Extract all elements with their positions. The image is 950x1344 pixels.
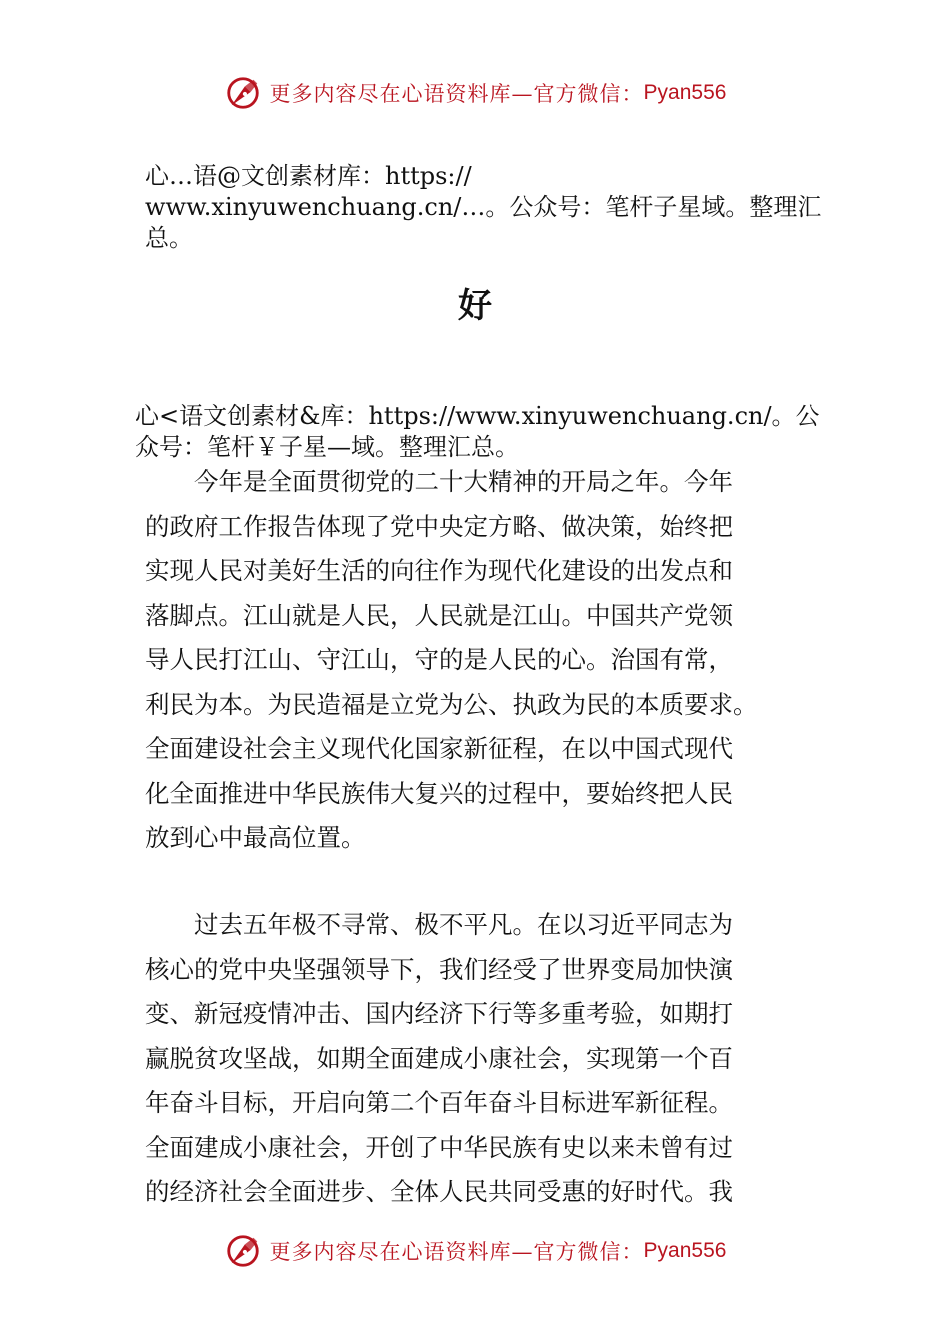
pen-nib-logo-icon [224, 1232, 262, 1270]
pen-nib-logo-icon [224, 74, 262, 112]
footer-banner-text: 更多内容尽在心语资料库—官方微信： [269, 1240, 644, 1264]
paragraph-line: 变、新冠疫情冲击、国内经济下行等多重考验，如期打 [145, 999, 733, 1028]
source-note-line: www.xinyuwenchuang.cn/…。公众号：笔杆子星域。整理汇 [145, 193, 822, 221]
paragraph-line: 赢脱贫攻坚战，如期全面建成小康社会，实现第一个百 [145, 1043, 733, 1073]
header-banner [0, 70, 950, 116]
source-note-body [135, 401, 847, 463]
paragraph-line: 导人民打江山、守江山，守的是人民的心。治国有常， [145, 645, 733, 674]
source-note-top [145, 161, 850, 254]
paragraph-line: 利民为本。为民造福是立党为公、执政为民的本质要求。 [145, 689, 758, 719]
body-paragraph-1 [145, 460, 758, 861]
header-banner-handle: Pyan556 [643, 81, 727, 104]
paragraph-line: 过去五年极不寻常、极不平凡。在以习近平同志为 [145, 910, 733, 939]
paragraph-line: 落脚点。江山就是人民，人民就是江山。中国共产党领 [145, 600, 733, 630]
footer-banner-handle: Pyan556 [643, 1239, 727, 1262]
paragraph-line: 的经济社会全面进步、全体人民共同受惠的好时代。我 [145, 1177, 733, 1206]
header-banner-text: 更多内容尽在心语资料库—官方微信： [269, 82, 644, 106]
source-note-line: 总。 [145, 224, 193, 252]
document-title: 好 [458, 286, 492, 326]
paragraph-line: 全面建成小康社会，开创了中华民族有史以来未曾有过 [145, 1132, 733, 1162]
source-note-line: 众号：笔杆￥子星—域。整理汇总。 [135, 433, 519, 461]
paragraph-line: 年奋斗目标，开启向第二个百年奋斗目标进军新征程。 [145, 1088, 733, 1117]
paragraph-line: 实现人民对美好生活的向往作为现代化建设的出发点和 [145, 556, 733, 585]
paragraph-line: 化全面推进中华民族伟大复兴的过程中，要始终把人民 [145, 778, 733, 808]
paragraph-line: 的政府工作报告体现了党中央定方略、做决策，始终把 [145, 511, 733, 541]
paragraph-line: 核心的党中央坚强领导下，我们经受了世界变局加快演 [145, 954, 733, 984]
paragraph-line: 放到心中最高位置。 [145, 823, 366, 852]
paragraph-line: 今年是全面贯彻党的二十大精神的开局之年。今年 [145, 467, 733, 496]
source-note-line: 心…语@文创素材库：https:// [145, 162, 472, 190]
paragraph-line: 全面建设社会主义现代化国家新征程，在以中国式现代 [145, 734, 733, 763]
body-paragraph-2 [145, 903, 733, 1215]
source-note-line: 心<语文创素材&库：https://www.xinyuwenchuang.cn/。公 [135, 402, 820, 430]
footer-banner [0, 1228, 950, 1274]
